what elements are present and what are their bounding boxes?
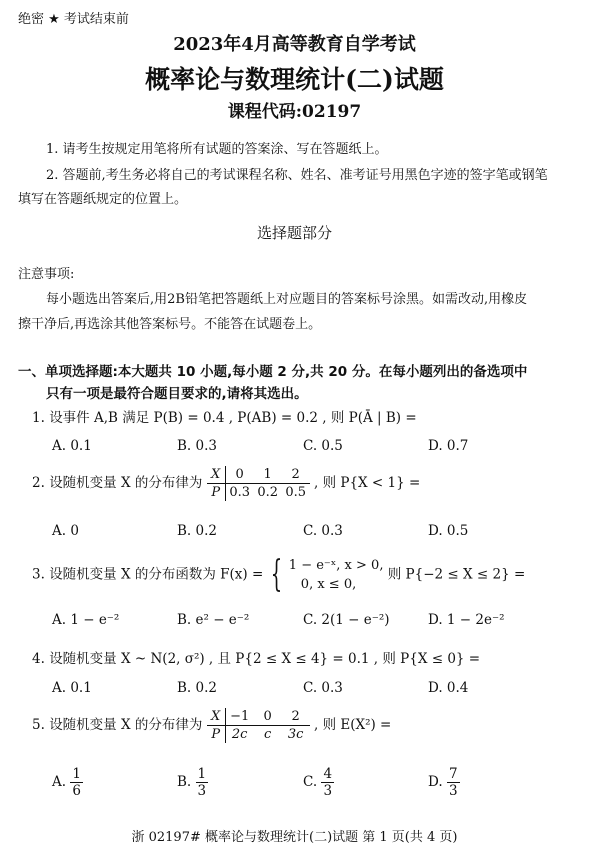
question-number: 5. [32,717,45,733]
q5-option-b [177,766,208,799]
question-number: 2. [32,475,45,491]
confidential-mark: 绝密 ★ 考试结束前 [18,12,129,27]
q2-option-b: B. 0.2 [177,523,217,539]
instruction-2: 2. 答题前,考生务必将自己的考试课程名称、姓名、准考证号用黑色字迹的签字笔或钢笔 [46,168,548,183]
section-heading-cont: 只有一项是最符合题目要求的,请将其选出。 [46,386,308,402]
q2-option-d: D. 0.5 [428,523,469,539]
left-brace: { [270,554,282,595]
exam-session-title: 2023年4月高等教育自学考试 [173,34,416,55]
question-text-after: , 则 P{X < 1} = [313,475,421,491]
question-2 [32,466,420,501]
fraction [196,766,209,799]
denominator: 6 [72,783,81,799]
section-heading: 一、单项选择题:本大题共 10 小题,每小题 2 分,共 20 分。在每小题列出的备选项中 [18,364,528,380]
notice-line-1: 每小题选出答案后,用2B铅笔把答题纸上对应题目的答案标号涂黑。如需改动,用橡皮 [46,292,528,307]
course-code: 课程代码:02197 [227,102,362,122]
table-cell: 0 [235,467,244,482]
paper-title: 概率论与数理统计(二)试题 [145,65,444,94]
page-footer: 浙 02197# 概率论与数理统计(二)试题 第 1 页(共 4 页) [131,830,458,845]
notice-line-2: 擦干净后,再选涂其他答案标号。不能答在试题卷上。 [18,317,322,332]
q4-option-d: D. 0.4 [428,680,469,696]
table-cell: 3c [287,727,304,742]
denominator: 3 [323,783,333,799]
question-1 [32,406,417,426]
table-cell: 2c [231,727,248,742]
denominator: 3 [197,783,207,799]
table-cell: 0.5 [285,485,307,500]
part-title: 选择题部分 [256,224,332,242]
numerator: 1 [197,766,207,782]
q3-option-c: C. 2(1 − e⁻²) [303,612,390,628]
q3-option-b: B. e² − e⁻² [177,612,250,628]
option-label: C. [303,774,318,790]
table-cell: c [264,727,272,742]
table-header-x: X [207,708,226,725]
q5-option-a [52,766,83,799]
q5-option-c [303,766,334,799]
question-text-before: 设随机变量 X 的分布函数为 F(x) = [49,566,264,583]
q3-option-d: D. 1 − 2e⁻² [428,612,505,628]
table-cell: 1 [263,467,272,482]
question-text-after: 则 P{−2 ≤ X ≤ 2} = [387,566,526,583]
table-header-p: P [207,726,226,743]
case-1: 1 − e⁻ˣ, x > 0, [288,558,384,573]
question-3 [32,556,525,594]
table-header-p: P [207,484,226,501]
q3-option-a: A. 1 − e⁻² [52,612,120,628]
question-text-after: , 则 E(X²) = [313,717,392,733]
numerator: 7 [448,766,458,782]
table-cell: 0.2 [257,485,279,500]
distribution-table [207,466,310,501]
piecewise-cases [289,556,384,594]
q2-option-a: A. 0 [52,523,79,539]
question-number: 3. [32,566,45,583]
question-text: 设事件 A,B 满足 P(B) = 0.4 , P(AB) = 0.2 , 则 P(Ā | B) = [49,410,417,426]
numerator: 4 [323,766,333,782]
table-cell: −1 [230,709,250,724]
q4-option-b: B. 0.2 [177,680,217,696]
q4-option-a: A. 0.1 [52,680,92,696]
option-label: B. [177,774,192,790]
q1-option-a: A. 0.1 [52,438,92,454]
table-cell: 0 [263,709,272,724]
denominator: 3 [448,783,458,799]
fraction [447,766,460,799]
question-number: 1. [32,410,45,426]
instruction-2-cont: 填写在答题纸规定的位置上。 [18,192,188,207]
table-header-x: X [207,466,226,483]
question-text-before: 设随机变量 X 的分布律为 [49,475,203,491]
q1-option-d: D. 0.7 [428,438,469,454]
q1-option-b: B. 0.3 [177,438,217,454]
notice-label: 注意事项: [18,267,75,282]
q2-option-c: C. 0.3 [303,523,343,539]
instruction-1: 1. 请考生按规定用笔将所有试题的答案涂、写在答题纸上。 [46,142,388,157]
question-number: 4. [32,651,45,667]
question-5 [32,708,391,743]
numerator: 1 [72,766,81,782]
fraction [70,766,83,799]
table-cell: 2 [291,467,300,482]
table-cell: 2 [291,709,300,724]
fraction [321,766,334,799]
table-cell: 0.3 [229,485,251,500]
option-label: D. [428,774,443,790]
distribution-table [207,708,310,743]
case-2: 0, x ≤ 0, [300,577,357,592]
question-text: 设随机变量 X ~ N(2, σ²) , 且 P{2 ≤ X ≤ 4} = 0.1 , 则 P{X ≤ 0} = [49,651,481,667]
q1-option-c: C. 0.5 [303,438,343,454]
option-label: A. [52,774,67,790]
q5-option-d [428,766,460,799]
question-text-before: 设随机变量 X 的分布律为 [49,717,203,733]
q4-option-c: C. 0.3 [303,680,343,696]
question-4 [32,647,480,667]
